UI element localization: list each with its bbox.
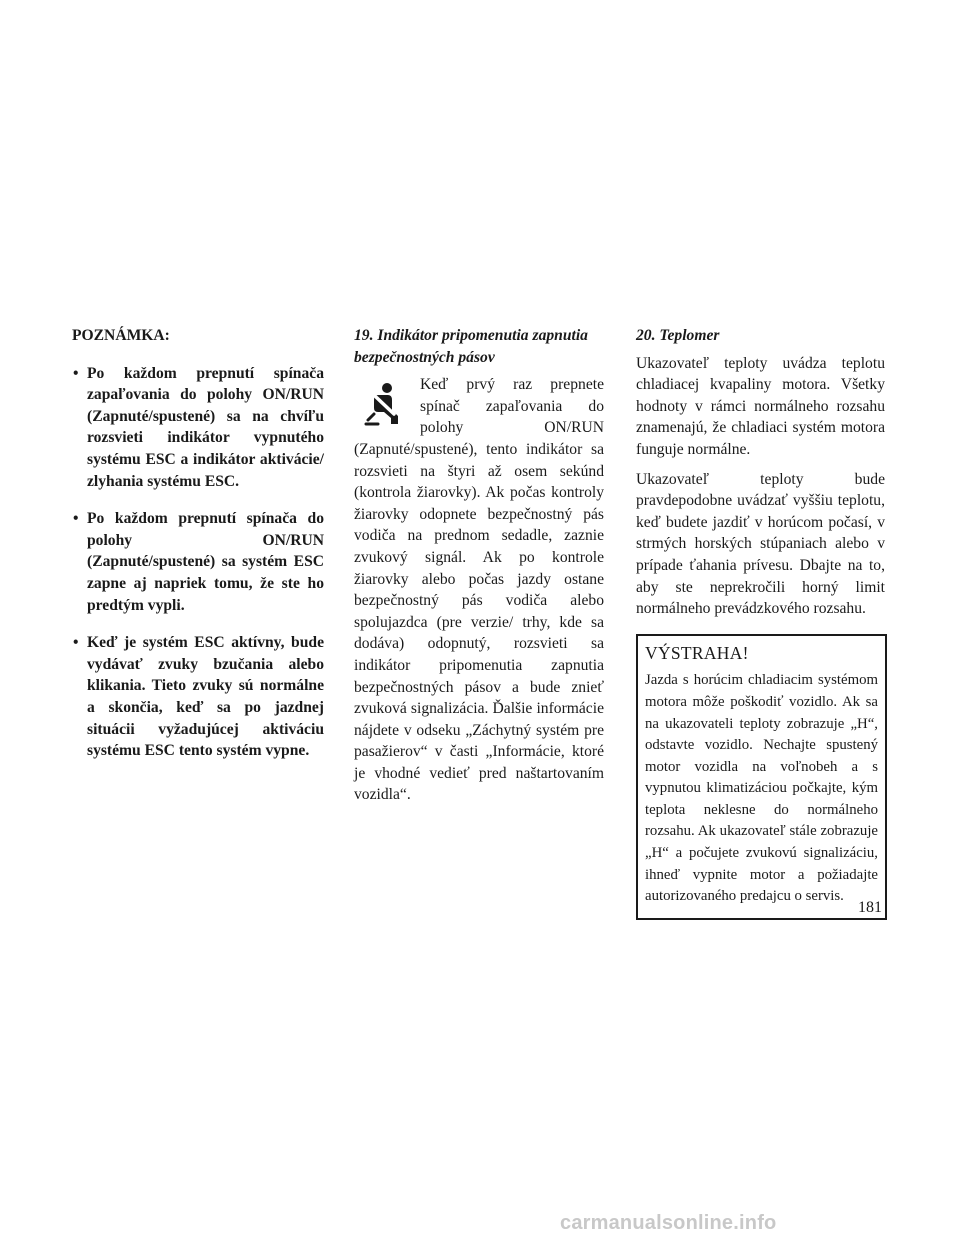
note-bullet: • Keď je systém ESC aktívny, bude vydávať zvuky bzučania alebo klikania. Tieto zvuky sú normálne a skončia, keď sa po jazdnej situácii vyžadujúcej aktiváciu systému ESC tento systém vypne.: [72, 632, 324, 762]
warning-box: [636, 634, 887, 920]
warning-text: Jazda s horúcim chladiacim systémom motora môže poškodiť vozidlo. Ak sa na ukazovateli teploty zobrazuje „H“, odstavte vozidlo. Nechajte spustený motor vozidla na voľnobeh a s vypnutou klimatizáciou počkajte, kým teplota neklesne do normálneho rozsahu. Ak ukazovateľ stále zobrazuje „H“ a počujete zvukovú signalizáciu, ihneď vypnite motor a požiadajte autorizovaného predajcu o servis.: [645, 672, 878, 905]
page-number: 181: [858, 899, 882, 916]
seatbelt-section-heading: 19. Indikátor pripomenutia zapnutia bezpečnostných pásov: [354, 327, 588, 366]
warning-title: VÝSTRAHA!: [645, 642, 749, 663]
note-bullet: • Po každom prepnutí spínača do polohy ON/RUN (Zapnuté/spustené) sa systém ESC zapne aj napriek tomu, že ste ho predtým vypli.: [72, 508, 324, 616]
watermark: carmanualsonline.info: [560, 1212, 777, 1234]
note-bullet: • Po každom prepnutí spínača zapaľovania do polohy ON/RUN (Zapnuté/spustené) sa na chvíľu rozsvieti indikátor vypnutého systému ESC a indikátor aktivácie/ zlyhania systému ESC.: [72, 363, 324, 493]
note-title: POZNÁMKA:: [72, 327, 170, 344]
thermometer-paragraph: Ukazovateľ teploty uvádza teplotu chladiacej kvapaliny motora. Všetky hodnoty v rámci normálneho rozsahu znamenajú, že chladiaci systém motora funguje normálne.: [636, 354, 885, 458]
left-column: [72, 325, 324, 778]
note-bullet-list: [72, 363, 324, 762]
seatbelt-paragraph: Keď prvý raz prepnete spínač zapaľovania do polohy ON/RUN (Zapnuté/spustené), tento indikátor sa rozsvieti na štyri až osem sekúnd (kontrola žiarovky). Ak počas kontroly žiarovky odopnete bezpečnostný pás vodiča na prednom sedadle, zaznie zvukový signál. Ak po kontrole žiarovky alebo počas jazdy ostane bezpečnostný pás vodiča alebo spolujazdca (pre verzie/ trhy, kde sa dodáva) odopnutý, rozsvieti sa indikátor pripomenutia zapnutia bezpečnostných pásov a bude znieť zvuková signalizácia. Ďalšie informácie nájdete v odseku „Záchytný systém pre pasažierov“ v časti „Informácie, ktoré je vhodné vedieť pred naštartovaním vozidla“.: [354, 376, 604, 804]
thermometer-paragraph: Ukazovateľ teploty bude pravdepodobne uvádzať vyššiu teplotu, keď budete jazdiť v horúcom počasí, v strmých horských stúpaniach alebo v prípade ťahania prívesu. Dbajte na to, aby ste neprekročili horný limit normálneho prevádzkového rozsahu.: [636, 470, 885, 618]
right-column: [636, 325, 885, 920]
seatbelt-icon: [358, 380, 408, 430]
middle-column: [354, 325, 604, 814]
thermometer-section-heading: 20. Teplomer: [636, 327, 720, 344]
